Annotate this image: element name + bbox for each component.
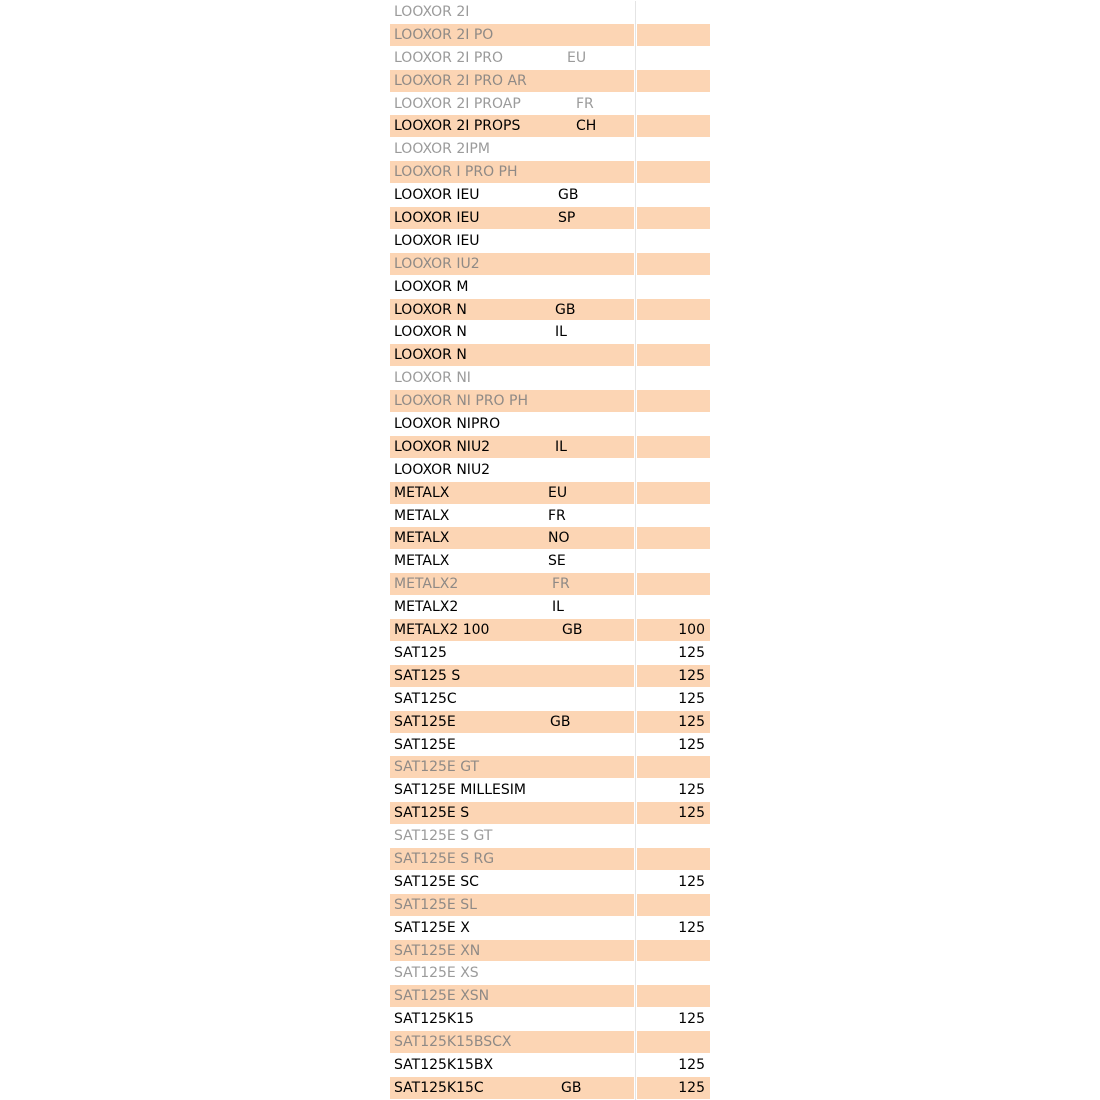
- model-cell[interactable]: [390, 321, 634, 343]
- country-code: EU: [548, 484, 568, 501]
- table-row[interactable]: [390, 436, 710, 459]
- table-row[interactable]: [390, 482, 710, 505]
- value-cell[interactable]: [637, 1, 710, 23]
- value-cell[interactable]: [637, 779, 710, 801]
- column-divider: [635, 756, 636, 779]
- column-divider: [635, 230, 636, 253]
- model-name: LOOXOR IEU: [394, 187, 480, 204]
- model-name: LOOXOR IEU: [394, 210, 480, 227]
- value-cell[interactable]: [637, 115, 710, 137]
- model-cell[interactable]: [390, 756, 634, 778]
- table-row[interactable]: [390, 93, 710, 116]
- country-code: FR: [548, 507, 566, 524]
- column-divider: [635, 550, 636, 573]
- model-name: METALX: [394, 484, 450, 501]
- model-cell[interactable]: [390, 642, 634, 664]
- model-cell[interactable]: [390, 505, 634, 527]
- value-cell[interactable]: [637, 802, 710, 824]
- table-row[interactable]: [390, 940, 710, 963]
- value: 125: [678, 713, 705, 730]
- model-name: METALX2 100: [394, 622, 490, 639]
- table-row[interactable]: [390, 505, 710, 528]
- model-name: SAT125E MILLESIM: [394, 782, 526, 799]
- model-cell[interactable]: [390, 985, 634, 1007]
- model-cell[interactable]: [390, 276, 634, 298]
- country-code: FR: [552, 576, 570, 593]
- model-cell[interactable]: [390, 596, 634, 618]
- model-name: SAT125E GT: [394, 759, 480, 776]
- model-cell[interactable]: [390, 940, 634, 962]
- table-row[interactable]: [390, 459, 710, 482]
- value-cell[interactable]: [637, 711, 710, 733]
- column-divider: [635, 482, 636, 505]
- model-name: LOOXOR N: [394, 347, 467, 364]
- table-row[interactable]: [390, 344, 710, 367]
- model-cell[interactable]: [390, 47, 634, 69]
- model-name: METALX2: [394, 599, 459, 616]
- column-divider: [635, 321, 636, 344]
- table-row[interactable]: [390, 711, 710, 734]
- value-cell[interactable]: [637, 962, 710, 984]
- value: 100: [678, 622, 705, 639]
- column-divider: [635, 299, 636, 322]
- model-cell[interactable]: [390, 734, 634, 756]
- model-cell[interactable]: [390, 413, 634, 435]
- country-code: GB: [561, 1079, 582, 1096]
- column-divider: [635, 138, 636, 161]
- model-cell[interactable]: [390, 253, 634, 275]
- model-cell[interactable]: [390, 871, 634, 893]
- column-divider: [635, 436, 636, 459]
- model-cell[interactable]: [390, 138, 634, 160]
- column-divider: [635, 711, 636, 734]
- column-divider: [635, 207, 636, 230]
- model-name: LOOXOR 2I PRO AR: [394, 72, 527, 89]
- value-cell[interactable]: [637, 642, 710, 664]
- column-divider: [635, 344, 636, 367]
- model-name: SAT125C: [394, 690, 457, 707]
- model-cell[interactable]: [390, 1, 634, 23]
- column-divider: [635, 1, 636, 24]
- country-code: IL: [555, 324, 567, 341]
- model-cell[interactable]: [390, 527, 634, 549]
- column-divider: [635, 894, 636, 917]
- model-name: SAT125K15BSCX: [394, 1034, 512, 1051]
- model-name: LOOXOR 2I PROPS: [394, 118, 521, 135]
- country-code: SP: [558, 210, 576, 227]
- table-row[interactable]: [390, 321, 710, 344]
- model-name: SAT125E X: [394, 919, 470, 936]
- value: 125: [678, 1011, 705, 1028]
- model-cell[interactable]: [390, 711, 634, 733]
- column-divider: [635, 1031, 636, 1054]
- value-cell[interactable]: [637, 138, 710, 160]
- model-name: METALX2: [394, 576, 459, 593]
- value-cell[interactable]: [637, 894, 710, 916]
- table-row[interactable]: [390, 1077, 710, 1100]
- model-name: SAT125: [394, 644, 447, 661]
- model-name: SAT125E S: [394, 805, 470, 822]
- column-divider: [635, 779, 636, 802]
- column-divider: [635, 367, 636, 390]
- value-cell[interactable]: [637, 390, 710, 412]
- model-cell[interactable]: [390, 344, 634, 366]
- column-divider: [635, 161, 636, 184]
- model-name: SAT125E S RG: [394, 850, 495, 867]
- model-cell[interactable]: [390, 848, 634, 870]
- model-name: LOOXOR N: [394, 301, 467, 318]
- column-divider: [635, 47, 636, 70]
- value: 125: [678, 805, 705, 822]
- value-cell[interactable]: [637, 1054, 710, 1076]
- model-name: SAT125E XSN: [394, 988, 490, 1005]
- table-row[interactable]: [390, 230, 710, 253]
- value-cell[interactable]: [637, 848, 710, 870]
- value-cell[interactable]: [637, 276, 710, 298]
- country-code: SE: [548, 553, 566, 570]
- table-row[interactable]: [390, 527, 710, 550]
- value-cell[interactable]: [637, 871, 710, 893]
- value: 125: [678, 736, 705, 753]
- column-divider: [635, 390, 636, 413]
- value-cell[interactable]: [637, 1008, 710, 1030]
- value-cell[interactable]: [637, 917, 710, 939]
- column-divider: [635, 527, 636, 550]
- spreadsheet-table: [390, 1, 710, 1100]
- value-cell[interactable]: [637, 665, 710, 687]
- value-cell[interactable]: [637, 207, 710, 229]
- value: 125: [678, 667, 705, 684]
- model-name: LOOXOR 2I PROAP: [394, 95, 521, 112]
- country-code: GB: [555, 301, 576, 318]
- table-row[interactable]: [390, 917, 710, 940]
- model-name: LOOXOR NIU2: [394, 438, 491, 455]
- value-cell[interactable]: [637, 550, 710, 572]
- table-row[interactable]: [390, 184, 710, 207]
- table-row[interactable]: [390, 367, 710, 390]
- table-row[interactable]: [390, 596, 710, 619]
- column-divider: [635, 459, 636, 482]
- model-cell[interactable]: [390, 550, 634, 572]
- column-divider: [635, 734, 636, 757]
- country-code: FR: [576, 95, 594, 112]
- model-cell[interactable]: [390, 917, 634, 939]
- model-cell[interactable]: [390, 1077, 634, 1099]
- model-name: LOOXOR I PRO PH: [394, 164, 518, 181]
- model-cell[interactable]: [390, 115, 634, 137]
- value: 125: [678, 919, 705, 936]
- column-divider: [635, 962, 636, 985]
- table-row[interactable]: [390, 665, 710, 688]
- table-row[interactable]: [390, 688, 710, 711]
- model-name: SAT125E S GT: [394, 828, 493, 845]
- model-cell[interactable]: [390, 299, 634, 321]
- model-cell[interactable]: [390, 230, 634, 252]
- column-divider: [635, 70, 636, 93]
- column-divider: [635, 184, 636, 207]
- country-code: EU: [567, 49, 587, 66]
- column-divider: [635, 619, 636, 642]
- value-cell[interactable]: [637, 184, 710, 206]
- table-row[interactable]: [390, 413, 710, 436]
- model-cell[interactable]: [390, 688, 634, 710]
- model-name: LOOXOR M: [394, 278, 469, 295]
- table-row[interactable]: [390, 962, 710, 985]
- model-cell[interactable]: [390, 70, 634, 92]
- value-cell[interactable]: [637, 253, 710, 275]
- value-cell[interactable]: [637, 321, 710, 343]
- column-divider: [635, 93, 636, 116]
- table-row[interactable]: [390, 390, 710, 413]
- table-row[interactable]: [390, 47, 710, 70]
- model-name: METALX: [394, 553, 450, 570]
- column-divider: [635, 413, 636, 436]
- value-cell[interactable]: [637, 1077, 710, 1099]
- model-name: LOOXOR IU2: [394, 255, 480, 272]
- value-cell[interactable]: [637, 413, 710, 435]
- country-code: GB: [558, 187, 579, 204]
- table-row[interactable]: [390, 1031, 710, 1054]
- value-cell[interactable]: [637, 299, 710, 321]
- table-row[interactable]: [390, 756, 710, 779]
- table-row[interactable]: [390, 161, 710, 184]
- column-divider: [635, 573, 636, 596]
- value-cell[interactable]: [637, 619, 710, 641]
- model-name: SAT125E: [394, 713, 456, 730]
- model-name: SAT125E: [394, 736, 456, 753]
- value-cell[interactable]: [637, 70, 710, 92]
- table-row[interactable]: [390, 1, 710, 24]
- country-code: IL: [552, 599, 564, 616]
- model-cell[interactable]: [390, 1054, 634, 1076]
- model-name: SAT125K15C: [394, 1079, 484, 1096]
- model-cell[interactable]: [390, 619, 634, 641]
- table-row[interactable]: [390, 1008, 710, 1031]
- model-cell[interactable]: [390, 390, 634, 412]
- model-name: SAT125K15BX: [394, 1056, 494, 1073]
- country-code: GB: [550, 713, 571, 730]
- model-cell[interactable]: [390, 894, 634, 916]
- model-name: METALX: [394, 530, 450, 547]
- model-cell[interactable]: [390, 825, 634, 847]
- model-name: LOOXOR NIU2: [394, 461, 491, 478]
- model-cell[interactable]: [390, 1008, 634, 1030]
- column-divider: [635, 985, 636, 1008]
- value-cell[interactable]: [637, 436, 710, 458]
- column-divider: [635, 253, 636, 276]
- model-cell[interactable]: [390, 573, 634, 595]
- table-row[interactable]: [390, 276, 710, 299]
- model-cell[interactable]: [390, 962, 634, 984]
- column-divider: [635, 642, 636, 665]
- value-cell[interactable]: [637, 825, 710, 847]
- model-cell[interactable]: [390, 779, 634, 801]
- value: 125: [678, 644, 705, 661]
- value-cell[interactable]: [637, 734, 710, 756]
- value-cell[interactable]: [637, 367, 710, 389]
- table-row[interactable]: [390, 985, 710, 1008]
- model-name: LOOXOR 2I PRO: [394, 49, 504, 66]
- value-cell[interactable]: [637, 161, 710, 183]
- value-cell[interactable]: [637, 459, 710, 481]
- value-cell[interactable]: [637, 985, 710, 1007]
- model-name: LOOXOR IEU: [394, 232, 480, 249]
- model-name: LOOXOR 2IPM: [394, 141, 490, 158]
- value-cell[interactable]: [637, 93, 710, 115]
- country-code: CH: [576, 118, 597, 135]
- column-divider: [635, 505, 636, 528]
- model-name: SAT125K15: [394, 1011, 474, 1028]
- value-cell[interactable]: [637, 505, 710, 527]
- model-name: LOOXOR NIPRO: [394, 416, 501, 433]
- table-row[interactable]: [390, 207, 710, 230]
- model-name: LOOXOR NI: [394, 370, 471, 387]
- value: 125: [678, 873, 705, 890]
- table-row[interactable]: [390, 734, 710, 757]
- value-cell[interactable]: [637, 573, 710, 595]
- value: 125: [678, 1079, 705, 1096]
- value-cell[interactable]: [637, 527, 710, 549]
- model-name: SAT125E XS: [394, 965, 479, 982]
- value-cell[interactable]: [637, 230, 710, 252]
- value-cell[interactable]: [637, 24, 710, 46]
- column-divider: [635, 1054, 636, 1077]
- table-row[interactable]: [390, 573, 710, 596]
- value: 125: [678, 1056, 705, 1073]
- table-row[interactable]: [390, 550, 710, 573]
- model-cell[interactable]: [390, 93, 634, 115]
- country-code: IL: [555, 438, 567, 455]
- table-row[interactable]: [390, 619, 710, 642]
- value-cell[interactable]: [637, 47, 710, 69]
- table-row[interactable]: [390, 253, 710, 276]
- model-name: LOOXOR NI PRO PH: [394, 393, 528, 410]
- table-row[interactable]: [390, 299, 710, 322]
- value-cell[interactable]: [637, 344, 710, 366]
- column-divider: [635, 24, 636, 47]
- table-row[interactable]: [390, 642, 710, 665]
- value-cell[interactable]: [637, 756, 710, 778]
- column-divider: [635, 1077, 636, 1100]
- table-row[interactable]: [390, 70, 710, 93]
- model-cell[interactable]: [390, 367, 634, 389]
- model-name: LOOXOR 2I PO: [394, 26, 494, 43]
- column-divider: [635, 940, 636, 963]
- column-divider: [635, 848, 636, 871]
- table-row[interactable]: [390, 24, 710, 47]
- model-name: LOOXOR 2I: [394, 4, 470, 20]
- value-cell[interactable]: [637, 940, 710, 962]
- table-row[interactable]: [390, 802, 710, 825]
- column-divider: [635, 871, 636, 894]
- model-name: LOOXOR N: [394, 324, 467, 341]
- model-cell[interactable]: [390, 802, 634, 824]
- column-divider: [635, 276, 636, 299]
- column-divider: [635, 917, 636, 940]
- value-cell[interactable]: [637, 1031, 710, 1053]
- country-code: NO: [548, 530, 570, 547]
- model-cell[interactable]: [390, 24, 634, 46]
- column-divider: [635, 802, 636, 825]
- value-cell[interactable]: [637, 596, 710, 618]
- model-name: SAT125E SL: [394, 896, 477, 913]
- model-cell[interactable]: [390, 184, 634, 206]
- column-divider: [635, 825, 636, 848]
- model-name: SAT125E XN: [394, 942, 481, 959]
- table-row[interactable]: [390, 138, 710, 161]
- value: 125: [678, 690, 705, 707]
- model-cell[interactable]: [390, 482, 634, 504]
- table-row[interactable]: [390, 848, 710, 871]
- column-divider: [635, 688, 636, 711]
- model-name: SAT125E SC: [394, 873, 479, 890]
- model-cell[interactable]: [390, 161, 634, 183]
- value-cell[interactable]: [637, 688, 710, 710]
- model-cell[interactable]: [390, 665, 634, 687]
- model-cell[interactable]: [390, 1031, 634, 1053]
- model-name: SAT125 S: [394, 667, 461, 684]
- column-divider: [635, 665, 636, 688]
- table-row[interactable]: [390, 779, 710, 802]
- model-name: METALX: [394, 507, 450, 524]
- model-cell[interactable]: [390, 436, 634, 458]
- table-row[interactable]: [390, 871, 710, 894]
- value-cell[interactable]: [637, 482, 710, 504]
- column-divider: [635, 115, 636, 138]
- table-row[interactable]: [390, 115, 710, 138]
- table-row[interactable]: [390, 825, 710, 848]
- country-code: GB: [562, 622, 583, 639]
- column-divider: [635, 1008, 636, 1031]
- column-divider: [635, 596, 636, 619]
- table-row[interactable]: [390, 894, 710, 917]
- table-row[interactable]: [390, 1054, 710, 1077]
- model-cell[interactable]: [390, 459, 634, 481]
- value: 125: [678, 782, 705, 799]
- model-cell[interactable]: [390, 207, 634, 229]
